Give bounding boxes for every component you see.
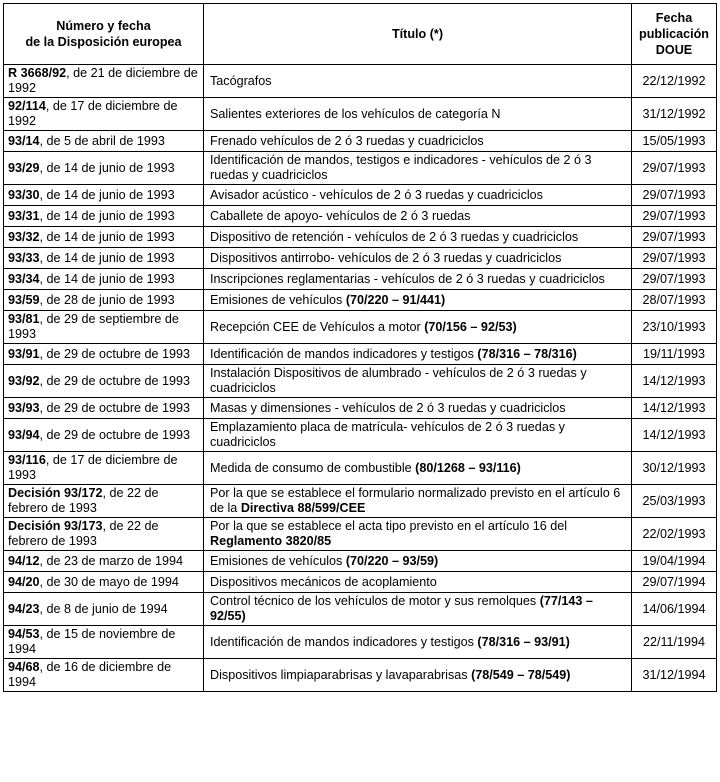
fecha-publicacion-cell: 25/03/1993 (632, 485, 717, 518)
titulo-cell (204, 65, 632, 98)
titulo-cell (204, 206, 632, 227)
titulo-cell (204, 227, 632, 248)
header-fecha-line2: publicación (639, 27, 709, 41)
fecha-publicacion-cell: 29/07/1993 (632, 227, 717, 248)
titulo-text: Emisiones de vehículos (210, 292, 346, 307)
titulo-reference: (70/220 – 91/441) (345, 292, 446, 307)
fecha-publicacion-cell: 29/07/1993 (632, 152, 717, 185)
table-row (4, 311, 717, 344)
titulo-cell (204, 365, 632, 398)
table-row (4, 269, 717, 290)
disposicion-date: , de 23 de marzo de 1994 (39, 553, 184, 568)
fecha-publicacion-cell: 29/07/1993 (632, 269, 717, 290)
table-row (4, 152, 717, 185)
titulo-cell (204, 152, 632, 185)
table-row (4, 419, 717, 452)
table-row (4, 185, 717, 206)
disposicion-cell (4, 311, 204, 344)
disposicion-ref: 93/33 (8, 250, 40, 265)
disposicion-cell (4, 131, 204, 152)
disposicion-date: , de 14 de junio de 1993 (39, 229, 175, 244)
titulo-cell (204, 98, 632, 131)
disposicion-ref: 93/29 (8, 160, 40, 175)
disposicion-cell (4, 65, 204, 98)
disposicion-cell (4, 518, 204, 551)
disposicion-cell (4, 572, 204, 593)
table-row (4, 572, 717, 593)
table-row (4, 593, 717, 626)
titulo-text: Control técnico de los vehículos de motor y sus remolques (210, 594, 540, 608)
fecha-publicacion-cell: 14/12/1993 (632, 365, 717, 398)
header-titulo: Título (*) (204, 4, 632, 65)
disposicion-date: , de 30 de mayo de 1994 (39, 574, 179, 589)
fecha-publicacion-cell: 23/10/1993 (632, 311, 717, 344)
titulo-text: Medida de consumo de combustible (210, 460, 416, 475)
disposicion-ref: Decisión 93/173 (8, 519, 103, 533)
titulo-reference: Directiva 88/599/CEE (240, 501, 366, 515)
table-row (4, 398, 717, 419)
fecha-publicacion-cell: 29/07/1994 (632, 572, 717, 593)
titulo-cell (204, 344, 632, 365)
disposicion-cell (4, 152, 204, 185)
titulo-cell (204, 626, 632, 659)
titulo-cell (204, 593, 632, 626)
disposicion-ref: Decisión 93/172 (8, 486, 103, 500)
disposicion-cell (4, 593, 204, 626)
titulo-text: Identificación de mandos indicadores y testigos (210, 346, 478, 361)
table-row (4, 452, 717, 485)
titulo-text: Por la que se establece el acta tipo previsto en el artículo 16 del (210, 519, 568, 533)
table-row (4, 485, 717, 518)
disposicion-ref: 93/59 (8, 292, 40, 307)
fecha-publicacion-cell: 19/04/1994 (632, 551, 717, 572)
fecha-publicacion-cell: 22/02/1993 (632, 518, 717, 551)
disposicion-ref: 93/30 (8, 187, 40, 202)
disposicion-date: , de 14 de junio de 1993 (39, 250, 175, 265)
disposicion-ref: 93/32 (8, 229, 40, 244)
disposicion-date: , de 14 de junio de 1993 (39, 208, 175, 223)
disposicion-ref: 93/91 (8, 346, 40, 361)
disposicion-date: , de 14 de junio de 1993 (39, 160, 175, 175)
header-row (4, 4, 717, 65)
disposicion-ref: 93/81 (8, 312, 40, 326)
table-row (4, 344, 717, 365)
header-fecha (632, 4, 717, 65)
titulo-cell (204, 452, 632, 485)
disposicion-cell (4, 659, 204, 692)
disposicion-date: , de 22 de febrero de 1993 (8, 519, 159, 548)
disposicion-ref: 94/23 (8, 601, 40, 616)
table-row (4, 248, 717, 269)
titulo-cell (204, 659, 632, 692)
disposicion-date: , de 15 de noviembre de 1994 (8, 627, 176, 656)
titulo-text: Inscripciones reglamentarias - vehículos de 2 ó 3 ruedas y cuadriciclos (210, 271, 605, 286)
disposicion-cell (4, 185, 204, 206)
titulo-text: Tacógrafos (210, 73, 272, 88)
titulo-reference: (78/316 – 93/91) (477, 634, 570, 649)
header-fecha-line1: Fecha (655, 11, 693, 25)
titulo-text: Dispositivos limpiaparabrisas y lavaparabrisas (210, 667, 472, 682)
disposicion-ref: R 3668/92 (8, 66, 67, 80)
table-row (4, 659, 717, 692)
titulo-cell (204, 131, 632, 152)
fecha-publicacion-cell: 31/12/1992 (632, 98, 717, 131)
disposicion-date: , de 29 de septiembre de 1993 (8, 312, 179, 341)
table-row (4, 518, 717, 551)
disposicion-date: , de 17 de diciembre de 1993 (8, 453, 178, 482)
fecha-publicacion-cell: 31/12/1994 (632, 659, 717, 692)
disposicion-cell (4, 206, 204, 227)
disposicion-ref: 93/94 (8, 427, 40, 442)
disposicion-ref: 93/34 (8, 271, 40, 286)
titulo-reference: (78/316 – 78/316) (477, 346, 577, 361)
titulo-reference: (80/1268 – 93/116) (415, 460, 521, 475)
titulo-cell (204, 485, 632, 518)
titulo-text: Dispositivos antirrobo- vehículos de 2 ó 3 ruedas y cuadriciclos (210, 250, 562, 265)
titulo-text: Por la que se establece el formulario normalizado previsto en el artículo 6 de la (210, 486, 621, 515)
disposicion-ref: 93/116 (8, 453, 46, 467)
titulo-cell (204, 248, 632, 269)
regulations-table (3, 3, 717, 692)
titulo-reference: (70/156 – 92/53) (424, 319, 517, 334)
disposicion-ref: 94/53 (8, 627, 40, 641)
disposicion-ref: 94/12 (8, 553, 40, 568)
disposicion-cell (4, 248, 204, 269)
titulo-cell (204, 311, 632, 344)
titulo-text: Instalación Dispositivos de alumbrado - vehículos de 2 ó 3 ruedas y cuadriciclos (210, 366, 587, 395)
titulo-text: Emplazamiento placa de matrícula- vehículos de 2 ó 3 ruedas y cuadriciclos (210, 420, 565, 449)
fecha-publicacion-cell: 22/11/1994 (632, 626, 717, 659)
disposicion-cell (4, 344, 204, 365)
table-row (4, 206, 717, 227)
titulo-text: Identificación de mandos indicadores y testigos (210, 634, 478, 649)
fecha-publicacion-cell: 29/07/1993 (632, 185, 717, 206)
disposicion-cell (4, 290, 204, 311)
disposicion-date: , de 22 de febrero de 1993 (8, 486, 159, 515)
table-row (4, 365, 717, 398)
disposicion-date: , de 5 de abril de 1993 (39, 133, 165, 148)
fecha-publicacion-cell: 14/12/1993 (632, 419, 717, 452)
table-row (4, 65, 717, 98)
disposicion-cell (4, 398, 204, 419)
disposicion-ref: 93/31 (8, 208, 40, 223)
disposicion-ref: 93/14 (8, 133, 40, 148)
disposicion-cell (4, 551, 204, 572)
disposicion-date: , de 8 de junio de 1994 (39, 601, 168, 616)
disposicion-cell (4, 626, 204, 659)
fecha-publicacion-cell: 28/07/1993 (632, 290, 717, 311)
disposicion-date: , de 17 de diciembre de 1992 (8, 99, 178, 128)
disposicion-date: , de 29 de octubre de 1993 (39, 427, 191, 442)
header-disposicion-line1: Número y fecha (56, 19, 151, 33)
titulo-cell (204, 398, 632, 419)
table-row (4, 98, 717, 131)
fecha-publicacion-cell: 15/05/1993 (632, 131, 717, 152)
disposicion-date: , de 14 de junio de 1993 (39, 187, 175, 202)
fecha-publicacion-cell: 14/06/1994 (632, 593, 717, 626)
disposicion-ref: 94/68 (8, 660, 40, 674)
fecha-publicacion-cell: 14/12/1993 (632, 398, 717, 419)
titulo-cell (204, 419, 632, 452)
titulo-cell (204, 551, 632, 572)
titulo-reference: (77/143 – 92/55) (210, 594, 593, 623)
disposicion-ref: 93/93 (8, 400, 40, 415)
titulo-text: Dispositivo de retención - vehículos de 2 ó 3 ruedas y cuadriciclos (210, 229, 579, 244)
fecha-publicacion-cell: 22/12/1992 (632, 65, 717, 98)
disposicion-ref: 92/114 (8, 99, 46, 113)
disposicion-date: , de 16 de diciembre de 1994 (8, 660, 172, 689)
titulo-reference: (78/549 – 78/549) (471, 667, 571, 682)
titulo-text: Recepción CEE de Vehículos a motor (210, 319, 425, 334)
disposicion-cell (4, 485, 204, 518)
disposicion-cell (4, 452, 204, 485)
titulo-cell (204, 269, 632, 290)
header-disposicion-line2: de la Disposición europea (25, 35, 182, 49)
titulo-cell (204, 518, 632, 551)
titulo-text: Avisador acústico - vehículos de 2 ó 3 ruedas y cuadriciclos (210, 187, 543, 202)
titulo-text: Dispositivos mecánicos de acoplamiento (210, 574, 437, 589)
titulo-text: Emisiones de vehículos (210, 553, 346, 568)
disposicion-ref: 93/92 (8, 373, 40, 388)
table-row (4, 131, 717, 152)
table-row (4, 626, 717, 659)
disposicion-cell (4, 419, 204, 452)
titulo-cell (204, 290, 632, 311)
disposicion-date: , de 29 de octubre de 1993 (39, 346, 191, 361)
disposicion-cell (4, 365, 204, 398)
disposicion-ref: 94/20 (8, 574, 40, 589)
titulo-text: Frenado vehículos de 2 ó 3 ruedas y cuadriciclos (210, 133, 484, 148)
table-row (4, 290, 717, 311)
titulo-text: Salientes exteriores de los vehículos de categoría N (210, 106, 501, 121)
titulo-reference: Reglamento 3820/85 (210, 534, 332, 548)
disposicion-cell (4, 98, 204, 131)
titulo-text: Caballete de apoyo- vehículos de 2 ó 3 ruedas (210, 208, 471, 223)
disposicion-date: , de 28 de junio de 1993 (39, 292, 175, 307)
fecha-publicacion-cell: 29/07/1993 (632, 206, 717, 227)
header-fecha-line3: DOUE (655, 43, 693, 57)
disposicion-date: , de 29 de octubre de 1993 (39, 400, 191, 415)
titulo-text: Identificación de mandos, testigos e indicadores - vehículos de 2 ó 3 ruedas y cuadriciclos (210, 153, 592, 182)
disposicion-date: , de 29 de octubre de 1993 (39, 373, 191, 388)
titulo-cell (204, 572, 632, 593)
disposicion-date: , de 14 de junio de 1993 (39, 271, 175, 286)
disposicion-date: , de 21 de diciembre de 1992 (8, 66, 198, 95)
table-row (4, 551, 717, 572)
disposicion-cell (4, 269, 204, 290)
disposicion-cell (4, 227, 204, 248)
fecha-publicacion-cell: 19/11/1993 (632, 344, 717, 365)
titulo-reference: (70/220 – 93/59) (345, 553, 439, 568)
titulo-cell (204, 185, 632, 206)
table-row (4, 227, 717, 248)
titulo-text: Masas y dimensiones - vehículos de 2 ó 3 ruedas y cuadriciclos (210, 400, 566, 415)
fecha-publicacion-cell: 29/07/1993 (632, 248, 717, 269)
fecha-publicacion-cell: 30/12/1993 (632, 452, 717, 485)
header-disposicion (4, 4, 204, 65)
